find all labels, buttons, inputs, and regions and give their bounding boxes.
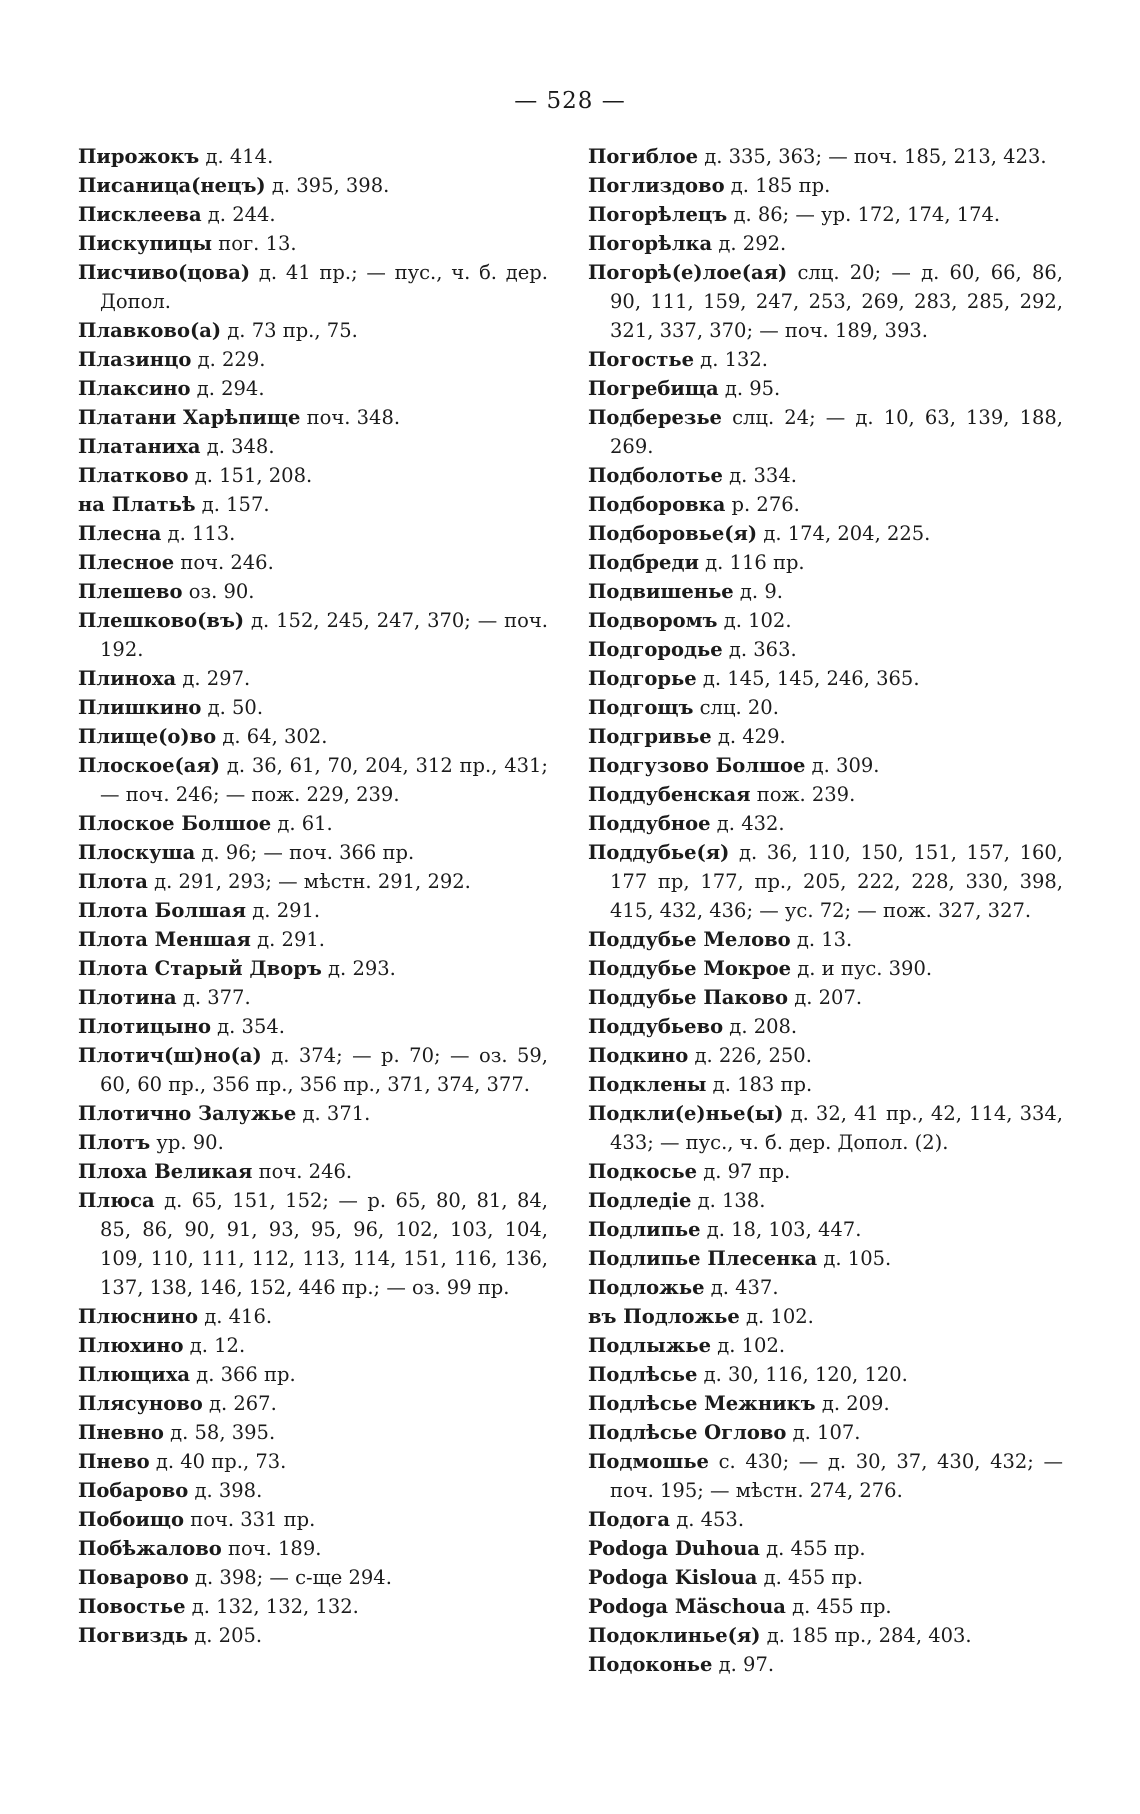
entry-locations: д. 152, 245, 247, 370; — поч. 192. xyxy=(100,609,548,661)
entry-locations: д. 453. xyxy=(670,1508,745,1531)
entry-locations: д. 97 пр. xyxy=(697,1160,791,1183)
index-entry xyxy=(78,171,548,200)
entry-term: Подоконье xyxy=(588,1653,713,1676)
entry-locations: д. 151, 208. xyxy=(188,464,313,487)
index-entry xyxy=(588,171,1063,200)
index-entry xyxy=(588,548,1063,577)
entry-term: Подкино xyxy=(588,1044,689,1067)
index-entry xyxy=(588,1099,1063,1157)
index-entry xyxy=(78,722,548,751)
index-entry xyxy=(588,606,1063,635)
entry-term: Плотицыно xyxy=(78,1015,211,1038)
index-entry xyxy=(78,142,548,171)
entry-term: Подлѣсье xyxy=(588,1363,698,1386)
index-entry xyxy=(78,490,548,519)
entry-term: Подвишенье xyxy=(588,580,734,603)
entry-term: Подлѣсье Межникъ xyxy=(588,1392,816,1415)
entry-term: Подмошье xyxy=(588,1450,709,1473)
entry-locations: д. 107. xyxy=(786,1421,861,1444)
entry-term: Поварово xyxy=(78,1566,189,1589)
entry-locations: д. 105. xyxy=(817,1247,892,1270)
entry-term: Плота Старый Дворъ xyxy=(78,957,322,980)
entry-locations: д. 398. xyxy=(188,1479,263,1502)
entry-locations: поч. 246. xyxy=(252,1160,353,1183)
index-entry xyxy=(588,1534,1063,1563)
entry-locations: д. 416. xyxy=(198,1305,273,1328)
entry-locations: д. 377. xyxy=(176,986,251,1009)
index-entry xyxy=(588,1157,1063,1186)
entry-term: Подлыжье xyxy=(588,1334,712,1357)
page-number: — 528 — xyxy=(514,88,626,114)
entry-locations: д. 138. xyxy=(691,1189,766,1212)
entry-locations: д. 455 пр. xyxy=(785,1595,892,1618)
entry-term: Подборовка xyxy=(588,493,726,516)
entry-term: Плюхино xyxy=(78,1334,184,1357)
index-entry xyxy=(588,200,1063,229)
entry-term: Поглиздово xyxy=(588,174,725,197)
entry-term: Подлипье xyxy=(588,1218,701,1241)
entry-term: Плиноха xyxy=(78,667,177,690)
entry-locations: д. 113. xyxy=(161,522,236,545)
index-entry xyxy=(588,925,1063,954)
entry-term: Платани Харѣпище xyxy=(78,406,301,429)
entry-locations: д. 30, 116, 120, 120. xyxy=(697,1363,908,1386)
entry-locations: д. 132, 132, 132. xyxy=(185,1595,359,1618)
index-entry xyxy=(588,229,1063,258)
entry-locations: оз. 90. xyxy=(182,580,255,603)
entry-locations: д. 50. xyxy=(201,696,264,719)
index-entry xyxy=(588,1273,1063,1302)
index-entry xyxy=(588,1592,1063,1621)
entry-locations: пож. 239. xyxy=(750,783,856,806)
index-entry xyxy=(588,635,1063,664)
entry-term: Плясуново xyxy=(78,1392,203,1415)
entry-term: Плоха Великая xyxy=(78,1160,253,1183)
entry-term: въ Подложье xyxy=(588,1305,740,1328)
entry-locations: д. 354. xyxy=(210,1015,285,1038)
index-entry xyxy=(588,751,1063,780)
index-entry xyxy=(588,403,1063,461)
entry-term: Платково xyxy=(78,464,189,487)
entry-locations: д. 157. xyxy=(195,493,270,516)
entry-term: Плешево xyxy=(78,580,183,603)
index-entry xyxy=(78,1563,548,1592)
index-entry xyxy=(78,925,548,954)
index-entry xyxy=(78,403,548,432)
entry-locations: д. 97. xyxy=(712,1653,775,1676)
entry-locations: поч. 331 пр. xyxy=(184,1508,316,1531)
index-entry xyxy=(78,200,548,229)
index-entry xyxy=(78,983,548,1012)
entry-locations: д. 398; — с-ще 294. xyxy=(188,1566,392,1589)
index-entry xyxy=(588,983,1063,1012)
index-entry xyxy=(588,1041,1063,1070)
index-entry xyxy=(78,751,548,809)
entry-term: Плесна xyxy=(78,522,162,545)
entry-locations: д. 309. xyxy=(805,754,880,777)
index-entry xyxy=(588,1186,1063,1215)
entry-term: Плаксино xyxy=(78,377,191,400)
entry-term: Плавково(а) xyxy=(78,319,222,342)
index-entry xyxy=(78,838,548,867)
entry-term: Подкосье xyxy=(588,1160,698,1183)
entry-locations: д. 65, 151, 152; — р. 65, 80, 81, 84, 85, 86, 90, 91, 93, 95, 96, 102, 103, 104, 109, 110, 111, 112, 113, 114, 151, 116, 136, 137, 138, 146, 152, 446 пр.; — оз. 99 пр. xyxy=(100,1189,548,1299)
index-entry xyxy=(78,867,548,896)
entry-locations: д. 61. xyxy=(271,812,333,835)
index-entry xyxy=(588,1302,1063,1331)
index-entry xyxy=(78,693,548,722)
index-entry xyxy=(588,1012,1063,1041)
entry-locations: д. 205. xyxy=(188,1624,263,1647)
entry-term: Плотично Залужье xyxy=(78,1102,297,1125)
entry-term: Подклены xyxy=(588,1073,707,1096)
entry-term: Подгощъ xyxy=(588,696,694,719)
entry-term: Погребища xyxy=(588,377,719,400)
index-entry xyxy=(78,345,548,374)
index-entry xyxy=(78,1389,548,1418)
entry-term: Плота Болшая xyxy=(78,899,247,922)
index-entry xyxy=(78,1447,548,1476)
index-entry xyxy=(78,519,548,548)
entry-term: Подбреди xyxy=(588,551,699,574)
entry-term: Подога xyxy=(588,1508,671,1531)
index-entry xyxy=(588,1244,1063,1273)
entry-locations: д. 291. xyxy=(250,928,325,951)
index-entry xyxy=(78,1302,548,1331)
entry-locations: д. 293. xyxy=(321,957,396,980)
entry-term: Платаниха xyxy=(78,435,201,458)
entry-term: на Платьѣ xyxy=(78,493,196,516)
entry-term: Поддубье Мокрое xyxy=(588,957,792,980)
entry-term: Плишкино xyxy=(78,696,202,719)
entry-locations: поч. 348. xyxy=(300,406,401,429)
entry-term: Писаница(нецъ) xyxy=(78,174,266,197)
entry-term: Плоскуша xyxy=(78,841,196,864)
index-entry xyxy=(78,1621,548,1650)
entry-term: Побѣжалово xyxy=(78,1537,222,1560)
entry-locations: д. 335, 363; — поч. 185, 213, 423. xyxy=(698,145,1047,168)
entry-term: Поддубье Мелово xyxy=(588,928,791,951)
index-entry xyxy=(588,1621,1063,1650)
entry-term: Плота xyxy=(78,870,148,893)
entry-term: Подгузово Болшое xyxy=(588,754,806,777)
entry-locations: пог. 13. xyxy=(212,232,297,255)
index-entry xyxy=(588,1389,1063,1418)
index-entry xyxy=(78,1476,548,1505)
entry-locations: поч. 246. xyxy=(174,551,274,574)
index-entry xyxy=(78,374,548,403)
entry-locations: д. 455 пр. xyxy=(759,1537,866,1560)
entry-term: Подложье xyxy=(588,1276,705,1299)
entry-locations: д. 32, 41 пр., 42, 114, 334, 433; — пус., ч. б. дер. Допол. (2). xyxy=(610,1102,1063,1154)
index-entry xyxy=(78,1505,548,1534)
entry-term: Погиблое xyxy=(588,145,699,168)
entry-term: Плесное xyxy=(78,551,175,574)
entry-locations: д. 432. xyxy=(710,812,785,835)
entry-locations: ур. 90. xyxy=(150,1131,224,1154)
index-entry xyxy=(78,1592,548,1621)
entry-locations: с. 430; — д. 30, 37, 430, 432; — поч. 195; — мѣстн. 274, 276. xyxy=(610,1450,1063,1502)
index-entry xyxy=(588,142,1063,171)
entry-locations: слц. 20. xyxy=(693,696,779,719)
entry-term: Писчиво(цова) xyxy=(78,261,251,284)
entry-locations: д. 102. xyxy=(739,1305,814,1328)
entry-locations: д. 244. xyxy=(201,203,276,226)
entry-term: Подгривье xyxy=(588,725,712,748)
index-entry xyxy=(78,809,548,838)
entry-locations: д. и пус. 390. xyxy=(791,957,933,980)
entry-term: Погорѣлка xyxy=(588,232,713,255)
entry-term: Плота Меншая xyxy=(78,928,251,951)
entry-locations: д. 145, 145, 246, 365. xyxy=(696,667,920,690)
index-entry xyxy=(78,606,548,664)
entry-locations: д. 207. xyxy=(788,986,863,1009)
entry-term: Погостье xyxy=(588,348,694,371)
entry-term: Побоищо xyxy=(78,1508,185,1531)
index-entry xyxy=(588,780,1063,809)
index-column-left xyxy=(78,142,548,1650)
entry-locations: д. 96; — поч. 366 пр. xyxy=(195,841,415,864)
entry-locations: д. 102. xyxy=(717,609,792,632)
entry-locations: д. 116 пр. xyxy=(698,551,805,574)
entry-term: Плюснино xyxy=(78,1305,199,1328)
entry-term: Подкли(е)нье(ы) xyxy=(588,1102,784,1125)
entry-term: Погвиздь xyxy=(78,1624,189,1647)
index-entry xyxy=(78,1157,548,1186)
entry-term: Повостье xyxy=(78,1595,186,1618)
entry-term: Плище(о)во xyxy=(78,725,217,748)
index-entry xyxy=(588,954,1063,983)
entry-term: Плотина xyxy=(78,986,177,1009)
entry-locations: д. 294. xyxy=(190,377,265,400)
entry-locations: д. 174, 204, 225. xyxy=(757,522,931,545)
entry-term: Поддубье Паково xyxy=(588,986,789,1009)
index-entry xyxy=(588,1070,1063,1099)
entry-locations: д. 95. xyxy=(718,377,781,400)
index-entry xyxy=(588,258,1063,345)
index-entry xyxy=(588,664,1063,693)
entry-locations: д. 132. xyxy=(693,348,769,371)
index-entry xyxy=(78,1041,548,1099)
entry-term: Поддубье(я) xyxy=(588,841,730,864)
entry-term: Подборовье(я) xyxy=(588,522,758,545)
index-entry xyxy=(78,1099,548,1128)
entry-term: Плоское(ая) xyxy=(78,754,221,777)
entry-locations: поч. 189. xyxy=(221,1537,322,1560)
index-entry xyxy=(78,1012,548,1041)
entry-term: Плешково(въ) xyxy=(78,609,245,632)
index-entry xyxy=(78,664,548,693)
entry-locations: д. 12. xyxy=(183,1334,246,1357)
entry-locations: д. 348. xyxy=(200,435,275,458)
entry-locations: д. 429. xyxy=(711,725,786,748)
entry-term: Плющиха xyxy=(78,1363,190,1386)
entry-locations: д. 13. xyxy=(790,928,853,951)
entry-term: Podoga Mäschoua xyxy=(588,1595,786,1618)
entry-term: Писклеева xyxy=(78,203,202,226)
index-entry xyxy=(588,1331,1063,1360)
entry-term: Плазинцо xyxy=(78,348,192,371)
index-entry xyxy=(588,374,1063,403)
index-entry xyxy=(588,345,1063,374)
entry-locations: д. 291. xyxy=(246,899,321,922)
index-entry xyxy=(78,548,548,577)
entry-locations: д. 185 пр., 284, 403. xyxy=(760,1624,972,1647)
entry-locations: д. 40 пр., 73. xyxy=(149,1450,287,1473)
entry-term: Подворомъ xyxy=(588,609,718,632)
index-entry xyxy=(588,1505,1063,1534)
index-entry xyxy=(588,577,1063,606)
entry-locations: д. 183 пр. xyxy=(706,1073,813,1096)
index-entry xyxy=(588,809,1063,838)
entry-term: Поддубьево xyxy=(588,1015,724,1038)
entry-locations: д. 229. xyxy=(191,348,266,371)
entry-term: Подберезье xyxy=(588,406,722,429)
entry-term: Плюса xyxy=(78,1189,155,1212)
index-entry xyxy=(78,461,548,490)
entry-term: Подлѣсье Оглово xyxy=(588,1421,787,1444)
entry-locations: р. 276. xyxy=(725,493,800,516)
index-entry xyxy=(78,1128,548,1157)
entry-term: Побарово xyxy=(78,1479,189,1502)
entry-locations: д. 297. xyxy=(176,667,251,690)
entry-locations: слц. 20; — д. 60, 66, 86, 90, 111, 159, 247, 253, 269, 283, 285, 292, 321, 337, 370; — поч. 189, 393. xyxy=(610,261,1063,342)
entry-locations: д. 185 пр. xyxy=(724,174,831,197)
entry-term: Погорѣлецъ xyxy=(588,203,728,226)
entry-locations: д. 18, 103, 447. xyxy=(700,1218,862,1241)
entry-term: Подгородье xyxy=(588,638,723,661)
entry-locations: д. 455 пр. xyxy=(757,1566,864,1589)
index-entry xyxy=(78,1534,548,1563)
entry-term: Погорѣ(е)лое(ая) xyxy=(588,261,788,284)
index-entry xyxy=(588,1447,1063,1505)
entry-locations: д. 371. xyxy=(296,1102,371,1125)
entry-term: Подоклинье(я) xyxy=(588,1624,761,1647)
index-entry xyxy=(588,490,1063,519)
entry-locations: д. 366 пр. xyxy=(189,1363,296,1386)
entry-locations: д. 363. xyxy=(722,638,797,661)
entry-locations: д. 267. xyxy=(202,1392,277,1415)
entry-term: Плотич(ш)но(а) xyxy=(78,1044,262,1067)
entry-locations: д. 334. xyxy=(722,464,797,487)
entry-locations: д. 86; — ур. 172, 174, 174. xyxy=(727,203,1001,226)
index-entry xyxy=(588,1360,1063,1389)
entry-locations: д. 414. xyxy=(199,145,274,168)
entry-term: Пискупицы xyxy=(78,232,213,255)
index-entry xyxy=(588,722,1063,751)
entry-term: Подгорье xyxy=(588,667,697,690)
entry-locations: д. 374; — р. 70; — оз. 59, 60, 60 пр., 356 пр., 356 пр., 371, 374, 377. xyxy=(100,1044,548,1096)
entry-term: Подлипье Плесенка xyxy=(588,1247,818,1270)
entry-term: Podoga Kisloua xyxy=(588,1566,758,1589)
entry-locations: д. 41 пр.; — пус., ч. б. дер. Допол. xyxy=(100,261,548,313)
index-entry xyxy=(588,461,1063,490)
index-entry xyxy=(78,432,548,461)
index-entry xyxy=(78,577,548,606)
index-entry xyxy=(78,1331,548,1360)
index-entry xyxy=(78,1418,548,1447)
entry-locations: д. 208. xyxy=(723,1015,798,1038)
entry-locations: д. 73 пр., 75. xyxy=(221,319,358,342)
entry-term: Плотъ xyxy=(78,1131,151,1154)
entry-term: Плоское Болшое xyxy=(78,812,272,835)
index-entry xyxy=(78,1360,548,1389)
entry-locations: д. 58, 395. xyxy=(163,1421,276,1444)
entry-locations: д. 36, 61, 70, 204, 312 пр., 431; — поч. 246; — пож. 229, 239. xyxy=(100,754,548,806)
entry-term: Поддубенская xyxy=(588,783,751,806)
index-entry xyxy=(588,693,1063,722)
index-entry xyxy=(588,1563,1063,1592)
index-entry xyxy=(78,1186,548,1302)
entry-locations: д. 9. xyxy=(733,580,783,603)
entry-term: Пнево xyxy=(78,1450,150,1473)
index-entry xyxy=(78,896,548,925)
entry-term: Поддубное xyxy=(588,812,711,835)
index-entry xyxy=(588,1215,1063,1244)
entry-term: Пневно xyxy=(78,1421,164,1444)
index-entry xyxy=(588,1650,1063,1679)
entry-locations: слц. 24; — д. 10, 63, 139, 188, 269. xyxy=(610,406,1063,458)
entry-locations: д. 209. xyxy=(815,1392,890,1415)
entry-locations: д. 395, 398. xyxy=(265,174,390,197)
entry-locations: д. 102. xyxy=(711,1334,786,1357)
index-entry xyxy=(78,954,548,983)
entry-locations: д. 226, 250. xyxy=(688,1044,812,1067)
index-entry xyxy=(78,229,548,258)
index-entry xyxy=(588,838,1063,925)
entry-term: Подболотье xyxy=(588,464,723,487)
entry-term: Podoga Duhoua xyxy=(588,1537,760,1560)
entry-locations: д. 437. xyxy=(704,1276,779,1299)
entry-locations: д. 36, 110, 150, 151, 157, 160, 177 пр, 177, пр., 205, 222, 228, 330, 398, 415, 432, 436; — ус. 72; — пож. 327, 327. xyxy=(610,841,1063,922)
entry-term: Пирожокъ xyxy=(78,145,200,168)
entry-locations: д. 64, 302. xyxy=(216,725,328,748)
index-entry xyxy=(78,258,548,316)
index-entry xyxy=(588,1418,1063,1447)
index-column-right xyxy=(588,142,1063,1679)
entry-locations: д. 291, 293; — мѣстн. 291, 292. xyxy=(147,870,471,893)
index-entry xyxy=(588,519,1063,548)
index-entry xyxy=(78,316,548,345)
entry-term: Подледіе xyxy=(588,1189,692,1212)
entry-locations: д. 292. xyxy=(712,232,787,255)
